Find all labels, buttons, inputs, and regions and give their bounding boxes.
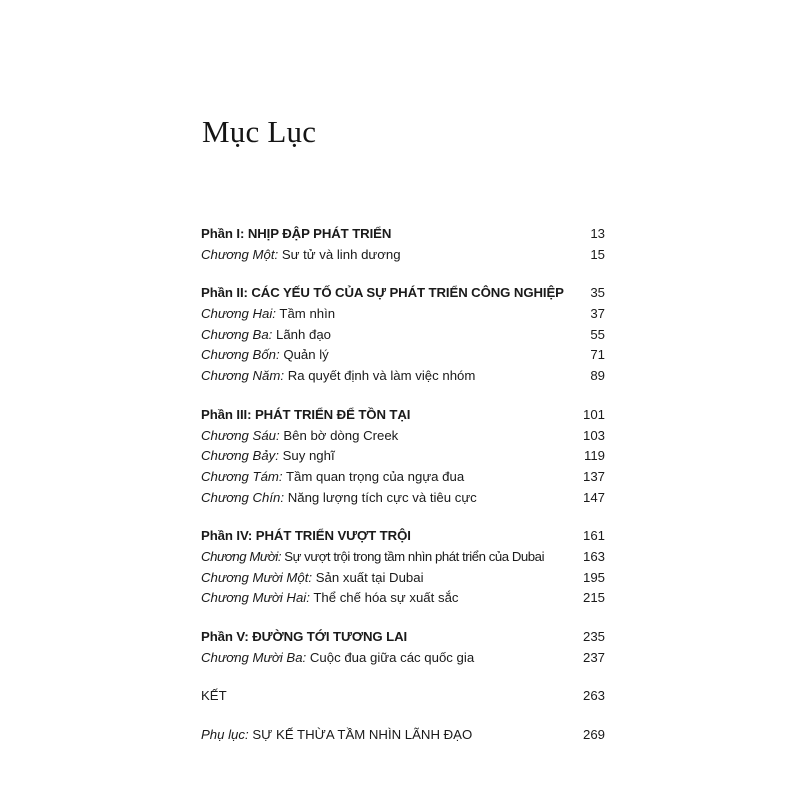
page-title: Mục Lục [202, 114, 317, 149]
page-number: 147 [582, 489, 605, 505]
page-number: 235 [582, 629, 605, 644]
toc-section-part-4 [201, 526, 605, 609]
toc-chapter-entry [201, 325, 605, 346]
page-number: 71 [590, 347, 605, 363]
toc-conclusion-entry [201, 686, 605, 707]
appendix-prefix: Phụ lục: [201, 727, 249, 743]
page-number: 137 [582, 468, 605, 484]
chapter-prefix: Chương Bảy: [201, 448, 279, 464]
chapter-prefix: Chương Năm: [201, 368, 285, 384]
toc-chapter-entry [201, 345, 605, 366]
toc-chapter-entry [201, 568, 605, 589]
chapter-title: Sự vượt trội trong tầm nhìn phát triển của Dubai [281, 548, 545, 564]
chapter-title: Quản lý [279, 347, 329, 363]
chapter-prefix: Chương Một: [201, 246, 279, 262]
page-number: 55 [590, 326, 605, 342]
page-number: 237 [582, 649, 605, 665]
toc-chapter-entry [201, 366, 605, 387]
toc-chapter-entry [201, 467, 605, 488]
toc-chapter-entry [201, 426, 605, 447]
toc-section-part-3 [201, 405, 605, 508]
chapter-prefix: Chương Chín: [201, 489, 285, 505]
part-title: Phần V: ĐƯỜNG TỚI TƯƠNG LAI [201, 629, 408, 644]
chapter-prefix: Chương Tám: [201, 468, 283, 484]
part-title: Phần II: CÁC YẾU TỐ CỦA SỰ PHÁT TRIỂN CÔNG NGHIỆP [201, 285, 564, 301]
chapter-title: Thể chế hóa sự xuất sắc [309, 590, 459, 606]
toc-section-appendix [201, 725, 605, 746]
toc-part-entry [201, 224, 605, 245]
page-number: 101 [582, 406, 605, 422]
toc-section-part-1 [201, 224, 605, 265]
part-title: Phần IV: PHÁT TRIỂN VƯỢT TRỘI [201, 528, 411, 544]
page-number: 15 [590, 246, 605, 262]
toc-part-entry [201, 526, 605, 547]
page-number: 195 [582, 569, 605, 585]
appendix-title: SỰ KẾ THỪA TẦM NHÌN LÃNH ĐẠO [248, 727, 473, 743]
chapter-prefix: Chương Bốn: [201, 347, 280, 363]
chapter-title: Suy nghĩ [278, 448, 335, 464]
conclusion-title: KẾT [201, 688, 227, 704]
part-title: Phần III: PHÁT TRIỂN ĐỂ TỒN TẠI [201, 406, 411, 422]
toc-section-conclusion [201, 686, 605, 707]
page-number: 103 [582, 427, 605, 443]
toc-chapter-entry [201, 488, 605, 509]
toc-part-entry [201, 627, 605, 648]
chapter-title: Sản xuất tại Dubai [312, 569, 424, 585]
table-of-contents [201, 224, 605, 764]
page-number: 269 [582, 727, 605, 743]
toc-chapter-entry [201, 304, 605, 325]
toc-chapter-entry [201, 547, 605, 568]
toc-appendix-entry [201, 725, 605, 746]
toc-part-entry [201, 283, 605, 304]
chapter-prefix: Chương Mười: [201, 548, 282, 564]
toc-chapter-entry [201, 446, 605, 467]
chapter-prefix: Chương Sáu: [201, 427, 280, 443]
page-number: 119 [583, 448, 605, 464]
toc-chapter-entry [201, 648, 605, 669]
page-number: 89 [590, 368, 605, 384]
chapter-title: Lãnh đạo [272, 326, 331, 342]
chapter-prefix: Chương Mười Một: [201, 569, 313, 585]
chapter-title: Tầm quan trọng của ngựa đua [282, 468, 465, 484]
chapter-title: Cuộc đua giữa các quốc gia [306, 649, 475, 665]
toc-section-part-5 [201, 627, 605, 668]
chapter-prefix: Chương Hai: [201, 306, 276, 322]
chapter-title: Sư tử và linh dương [278, 246, 401, 262]
page-number: 263 [582, 688, 605, 704]
chapter-prefix: Chương Mười Hai: [201, 590, 310, 606]
page-number: 37 [590, 306, 605, 322]
toc-chapter-entry [201, 245, 605, 266]
page-number: 163 [582, 548, 605, 564]
part-title: Phần I: NHỊP ĐẬP PHÁT TRIỂN [201, 226, 392, 241]
chapter-title: Tầm nhìn [275, 306, 336, 322]
chapter-prefix: Chương Ba: [201, 326, 273, 342]
toc-section-part-2 [201, 283, 605, 386]
page-number: 215 [582, 590, 605, 606]
chapter-title: Ra quyết định và làm việc nhóm [284, 368, 476, 384]
toc-part-entry [201, 405, 605, 426]
page-number: 161 [582, 528, 605, 544]
chapter-prefix: Chương Mười Ba: [201, 649, 307, 665]
chapter-title: Năng lượng tích cực và tiêu cực [284, 489, 477, 505]
toc-chapter-entry [201, 588, 605, 609]
page-number: 13 [590, 226, 605, 241]
page-number: 35 [590, 285, 605, 301]
chapter-title: Bên bờ dòng Creek [279, 427, 399, 443]
